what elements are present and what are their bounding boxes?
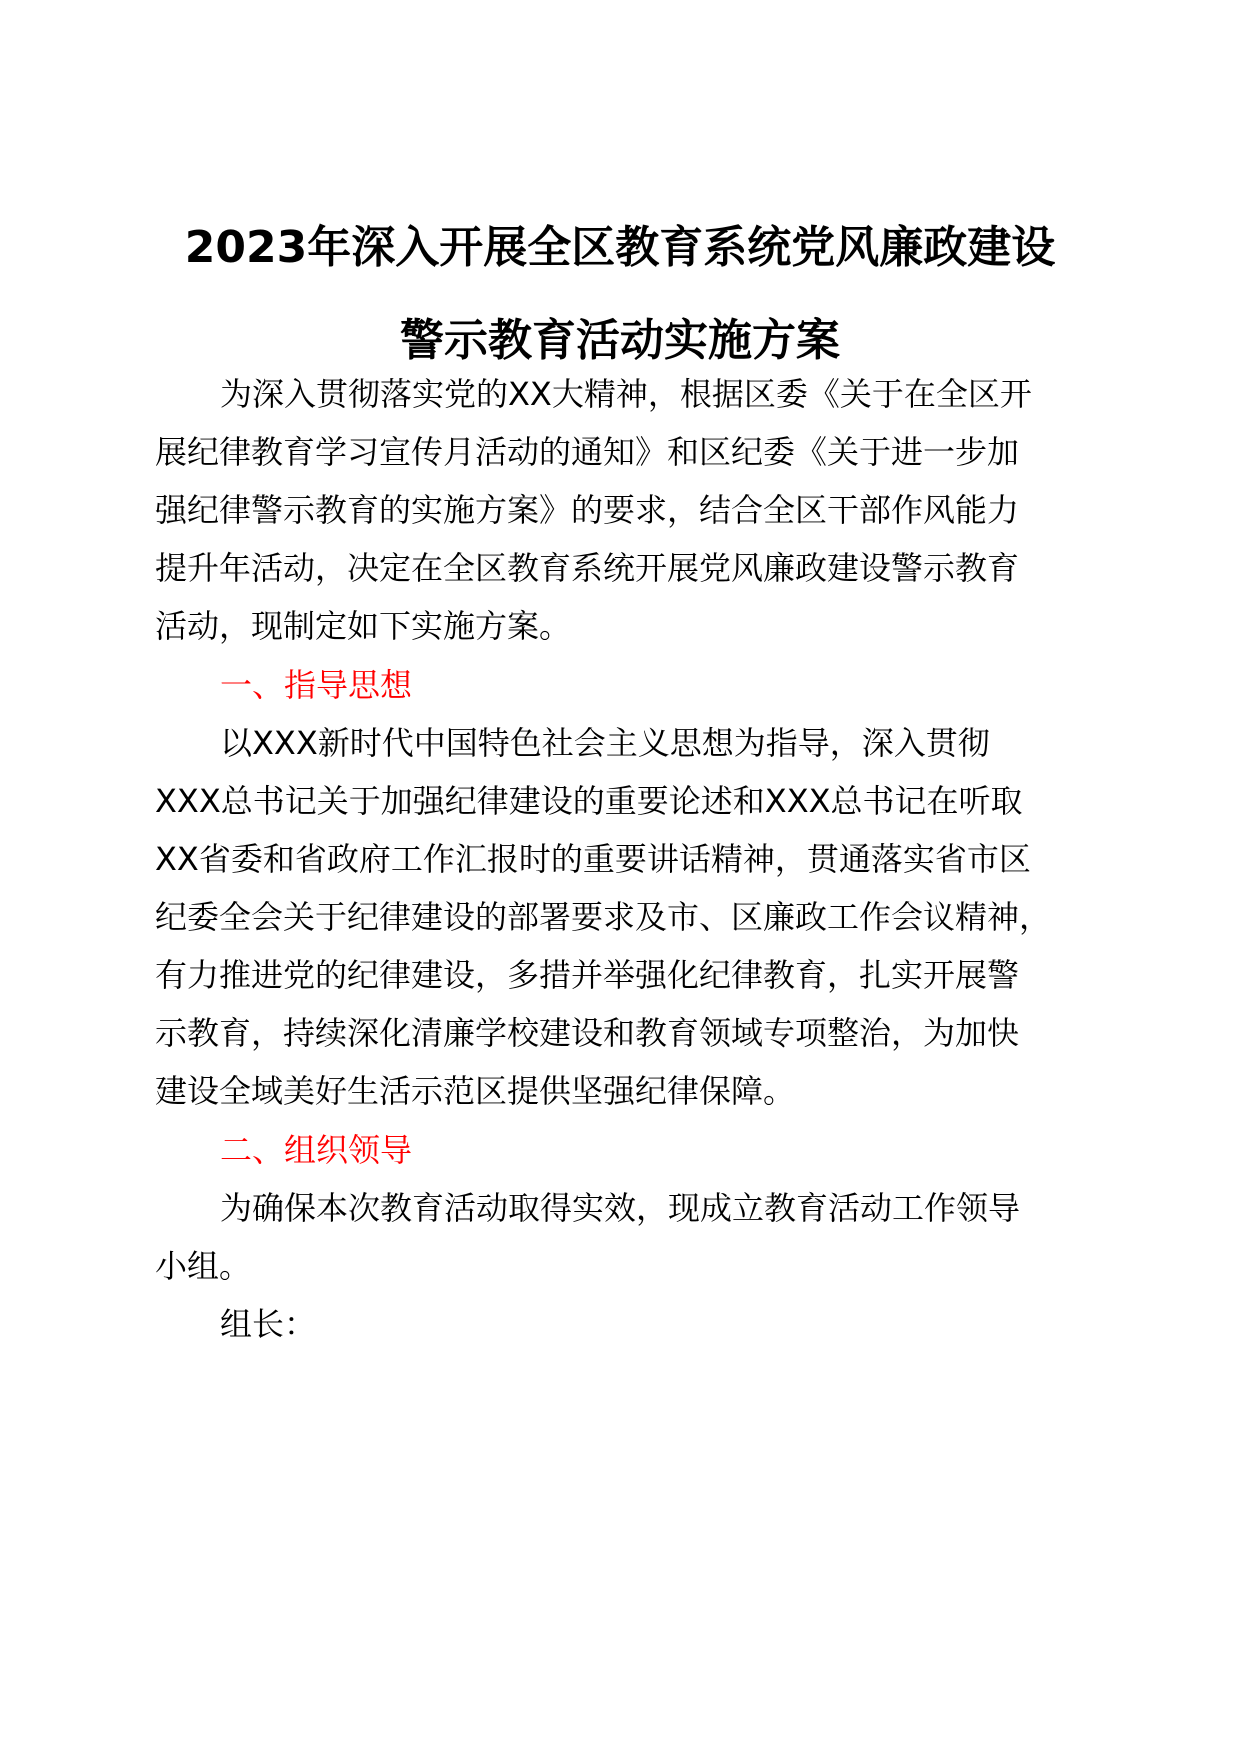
document-title-line-1: 2023年深入开展全区教育系统党风廉政建设 — [184, 222, 1056, 273]
leader-label: 组长： — [220, 1305, 317, 1343]
section1-paragraph-line: XX省委和省政府工作汇报时的重要讲话精神，贯通落实省市区 — [155, 840, 1031, 878]
section1-paragraph-line: 示教育，持续深化清廉学校建设和教育领域专项整治，为加快 — [155, 1014, 1020, 1052]
section2-paragraph-line: 小组。 — [155, 1247, 252, 1285]
section1-paragraph-line: 建设全域美好生活示范区提供坚强纪律保障。 — [155, 1072, 796, 1110]
section1-paragraph-line: 以XXX新时代中国特色社会主义思想为指导，深入贯彻 — [220, 724, 990, 762]
intro-paragraph-line: 展纪律教育学习宣传月活动的通知》和区纪委《关于进一步加 — [155, 433, 1020, 471]
section1-paragraph-line: 有力推进党的纪律建设，多措并举强化纪律教育，扎实开展警 — [155, 956, 1020, 994]
section1-paragraph-line: 纪委全会关于纪律建设的部署要求及市、区廉政工作会议精神， — [155, 898, 1052, 936]
section-heading-organization-leadership: 二、组织领导 — [220, 1131, 413, 1169]
intro-paragraph-line: 活动，现制定如下实施方案。 — [155, 607, 572, 645]
section1-paragraph-line: XXX总书记关于加强纪律建设的重要论述和XXX总书记在听取 — [155, 782, 1023, 820]
intro-paragraph-line: 强纪律警示教育的实施方案》的要求，结合全区干部作风能力 — [155, 491, 1020, 529]
intro-paragraph-line: 为深入贯彻落实党的XX大精神，根据区委《关于在全区开 — [220, 375, 1032, 413]
document-title-line-2: 警示教育活动实施方案 — [400, 315, 840, 366]
section-heading-guiding-ideology: 一、指导思想 — [220, 666, 413, 704]
intro-paragraph-line: 提升年活动，决定在全区教育系统开展党风廉政建设警示教育 — [155, 549, 1020, 587]
section2-paragraph-line: 为确保本次教育活动取得实效，现成立教育活动工作领导 — [220, 1189, 1021, 1227]
